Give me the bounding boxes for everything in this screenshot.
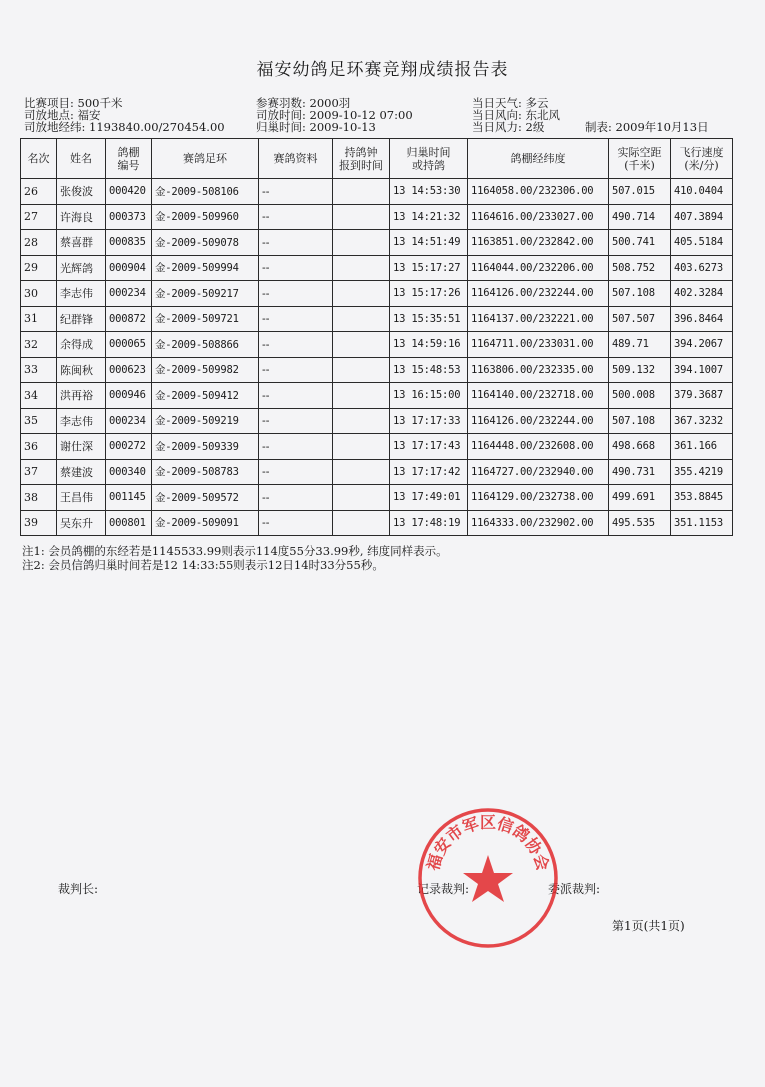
cell-loft-id: 000801 [106,510,152,536]
cell-clock-time [333,332,390,358]
cell-pigeon-info: -- [259,434,333,460]
cell-speed: 351.1153 [671,510,733,536]
cell-name: 李志伟 [57,408,106,434]
table-row [21,306,733,332]
table-row [21,179,733,205]
cell-clock-time [333,485,390,511]
cell-rank: 39 [21,510,57,536]
cell-distance: 490.731 [609,459,671,485]
cell-speed: 402.3284 [671,281,733,307]
table-row [21,408,733,434]
info-race-item: 比赛项目: 500千米 [24,96,123,110]
header-loft-id: 鸽棚 编号 [106,139,152,179]
cell-arrival-time: 13 15:17:27 [390,255,468,281]
table-row [21,459,733,485]
table-row [21,204,733,230]
cell-speed: 361.166 [671,434,733,460]
cell-name: 洪再裕 [57,383,106,409]
cell-distance: 509.132 [609,357,671,383]
cell-arrival-time: 13 17:17:43 [390,434,468,460]
cell-speed: 367.3232 [671,408,733,434]
cell-loft-coords: 1164140.00/232718.00 [468,383,609,409]
cell-arrival-time: 13 16:15:00 [390,383,468,409]
cell-loft-id: 001145 [106,485,152,511]
cell-clock-time [333,306,390,332]
header-distance: 实际空距 (千米) [609,139,671,179]
cell-name: 李志伟 [57,281,106,307]
header-pigeon-info: 赛鸽资料 [259,139,333,179]
cell-distance: 500.741 [609,230,671,256]
cell-clock-time [333,408,390,434]
cell-ring: 金-2009-509078 [152,230,259,256]
info-weather: 当日天气: 多云 [472,96,549,110]
report-title: 福安幼鸽足环赛竞翔成绩报告表 [256,60,509,80]
cell-distance: 508.752 [609,255,671,281]
table-row [21,434,733,460]
cell-arrival-time: 13 17:48:19 [390,510,468,536]
info-release-time: 司放时间: 2009-10-12 07:00 [256,108,413,122]
cell-name: 光辉鸽 [57,255,106,281]
cell-name: 蔡建波 [57,459,106,485]
table-row [21,357,733,383]
cell-name: 余得成 [57,332,106,358]
cell-ring: 金-2009-509412 [152,383,259,409]
cell-rank: 27 [21,204,57,230]
cell-clock-time [333,434,390,460]
cell-arrival-time: 13 17:17:33 [390,408,468,434]
cell-rank: 33 [21,357,57,383]
cell-loft-coords: 1164448.00/232608.00 [468,434,609,460]
cell-distance: 489.71 [609,332,671,358]
cell-loft-coords: 1164058.00/232306.00 [468,179,609,205]
cell-loft-id: 000234 [106,281,152,307]
cell-loft-id: 000272 [106,434,152,460]
cell-pigeon-info: -- [259,332,333,358]
cell-distance: 507.108 [609,281,671,307]
cell-ring: 金-2009-509960 [152,204,259,230]
table-row [21,230,733,256]
cell-rank: 38 [21,485,57,511]
cell-clock-time [333,179,390,205]
cell-rank: 35 [21,408,57,434]
cell-distance: 507.507 [609,306,671,332]
cell-loft-id: 000420 [106,179,152,205]
cell-loft-coords: 1163806.00/232335.00 [468,357,609,383]
cell-loft-id: 000946 [106,383,152,409]
page-indicator: 第1页(共1页) [612,919,685,933]
table-row [21,383,733,409]
cell-ring: 金-2009-509219 [152,408,259,434]
cell-rank: 31 [21,306,57,332]
header-speed: 飞行速度 (米/分) [671,139,733,179]
cell-ring: 金-2009-509091 [152,510,259,536]
cell-distance: 490.714 [609,204,671,230]
cell-pigeon-info: -- [259,408,333,434]
header-ring: 赛鸽足环 [152,139,259,179]
cell-pigeon-info: -- [259,510,333,536]
cell-distance: 500.008 [609,383,671,409]
cell-loft-coords: 1164333.00/232902.00 [468,510,609,536]
info-release-coords: 司放地经纬: 1193840.00/270454.00 [24,120,225,134]
info-release-place: 司放地点: 福安 [24,108,101,122]
cell-clock-time [333,281,390,307]
cell-speed: 394.1007 [671,357,733,383]
cell-pigeon-info: -- [259,281,333,307]
cell-loft-coords: 1164044.00/232206.00 [468,255,609,281]
cell-name: 王昌伟 [57,485,106,511]
cell-ring: 金-2009-509994 [152,255,259,281]
info-wind-force: 当日风力: 2级 [472,120,545,134]
cell-pigeon-info: -- [259,179,333,205]
cell-rank: 26 [21,179,57,205]
header-name: 姓名 [57,139,106,179]
cell-speed: 355.4219 [671,459,733,485]
cell-arrival-time: 13 15:35:51 [390,306,468,332]
cell-name: 蔡喜群 [57,230,106,256]
cell-clock-time [333,255,390,281]
cell-pigeon-info: -- [259,255,333,281]
cell-name: 纪群锋 [57,306,106,332]
cell-rank: 28 [21,230,57,256]
cell-name: 吴东升 [57,510,106,536]
cell-arrival-time: 13 14:21:32 [390,204,468,230]
note-2: 注2: 会员信鸽归巢时间若是12 14:33:55则表示12日14时33分55秒。 [22,558,384,572]
delegated-judge-label: 委派裁判: [548,882,601,896]
cell-loft-coords: 1164711.00/233031.00 [468,332,609,358]
cell-arrival-time: 13 14:53:30 [390,179,468,205]
official-seal-stamp [413,803,563,953]
cell-clock-time [333,204,390,230]
header-clock-time: 持鸽钟 报到时间 [333,139,390,179]
cell-arrival-time: 13 14:51:49 [390,230,468,256]
header-loft-coords: 鸽棚经纬度 [468,139,609,179]
cell-pigeon-info: -- [259,357,333,383]
cell-loft-id: 000373 [106,204,152,230]
header-rank: 名次 [21,139,57,179]
cell-name: 陈闽秋 [57,357,106,383]
note-1: 注1: 会员鸽棚的东经若是1145533.99则表示114度55分33.99秒, 纬度同样表示。 [22,544,448,558]
cell-clock-time [333,357,390,383]
cell-loft-coords: 1164137.00/232221.00 [468,306,609,332]
cell-rank: 30 [21,281,57,307]
recorder-label: 记录裁判: [417,882,470,896]
table-row [21,510,733,536]
cell-loft-id: 000904 [106,255,152,281]
cell-loft-coords: 1163851.00/232842.00 [468,230,609,256]
cell-distance: 507.015 [609,179,671,205]
cell-arrival-time: 13 15:17:26 [390,281,468,307]
cell-ring: 金-2009-509217 [152,281,259,307]
cell-pigeon-info: -- [259,383,333,409]
chief-judge-label: 裁判长: [58,882,99,896]
cell-name: 张俊波 [57,179,106,205]
info-entries: 参赛羽数: 2000羽 [256,96,351,110]
cell-ring: 金-2009-509339 [152,434,259,460]
cell-loft-coords: 1164727.00/232940.00 [468,459,609,485]
cell-distance: 499.691 [609,485,671,511]
cell-loft-id: 000065 [106,332,152,358]
cell-rank: 34 [21,383,57,409]
cell-name: 谢仕深 [57,434,106,460]
stamp-star-icon [463,855,513,902]
cell-loft-id: 000872 [106,306,152,332]
cell-speed: 353.8845 [671,485,733,511]
info-made-date: 制表: 2009年10月13日 [585,120,709,134]
info-return-time: 归巢时间: 2009-10-13 [256,120,376,134]
cell-clock-time [333,510,390,536]
stamp-text: 福安市军区信鸽协会 [423,812,553,873]
table-row [21,332,733,358]
cell-speed: 379.3687 [671,383,733,409]
cell-loft-coords: 1164126.00/232244.00 [468,408,609,434]
cell-pigeon-info: -- [259,230,333,256]
cell-arrival-time: 13 17:17:42 [390,459,468,485]
cell-speed: 410.0404 [671,179,733,205]
cell-loft-id: 000234 [106,408,152,434]
cell-ring: 金-2009-508866 [152,332,259,358]
cell-loft-id: 000835 [106,230,152,256]
cell-arrival-time: 13 17:49:01 [390,485,468,511]
cell-speed: 407.3894 [671,204,733,230]
cell-pigeon-info: -- [259,459,333,485]
notes [22,544,448,572]
cell-ring: 金-2009-508783 [152,459,259,485]
cell-distance: 507.108 [609,408,671,434]
cell-loft-coords: 1164129.00/232738.00 [468,485,609,511]
cell-loft-coords: 1164616.00/233027.00 [468,204,609,230]
cell-loft-coords: 1164126.00/232244.00 [468,281,609,307]
cell-clock-time [333,383,390,409]
cell-ring: 金-2009-508106 [152,179,259,205]
cell-ring: 金-2009-509572 [152,485,259,511]
cell-speed: 405.5184 [671,230,733,256]
cell-pigeon-info: -- [259,485,333,511]
cell-rank: 37 [21,459,57,485]
cell-rank: 29 [21,255,57,281]
cell-distance: 495.535 [609,510,671,536]
cell-speed: 394.2067 [671,332,733,358]
cell-distance: 498.668 [609,434,671,460]
cell-rank: 32 [21,332,57,358]
cell-pigeon-info: -- [259,306,333,332]
cell-ring: 金-2009-509721 [152,306,259,332]
table-row [21,281,733,307]
cell-speed: 403.6273 [671,255,733,281]
cell-arrival-time: 13 15:48:53 [390,357,468,383]
cell-loft-id: 000340 [106,459,152,485]
cell-rank: 36 [21,434,57,460]
cell-ring: 金-2009-509982 [152,357,259,383]
cell-arrival-time: 13 14:59:16 [390,332,468,358]
cell-clock-time [333,459,390,485]
table-row [21,485,733,511]
results-table [20,138,733,536]
info-wind-direction: 当日风向: 东北风 [472,108,561,122]
table-header-row [21,139,733,179]
cell-loft-id: 000623 [106,357,152,383]
cell-name: 许海良 [57,204,106,230]
header-arrival-time: 归巢时间 或持鸽 [390,139,468,179]
table-row [21,255,733,281]
cell-pigeon-info: -- [259,204,333,230]
cell-speed: 396.8464 [671,306,733,332]
cell-clock-time [333,230,390,256]
